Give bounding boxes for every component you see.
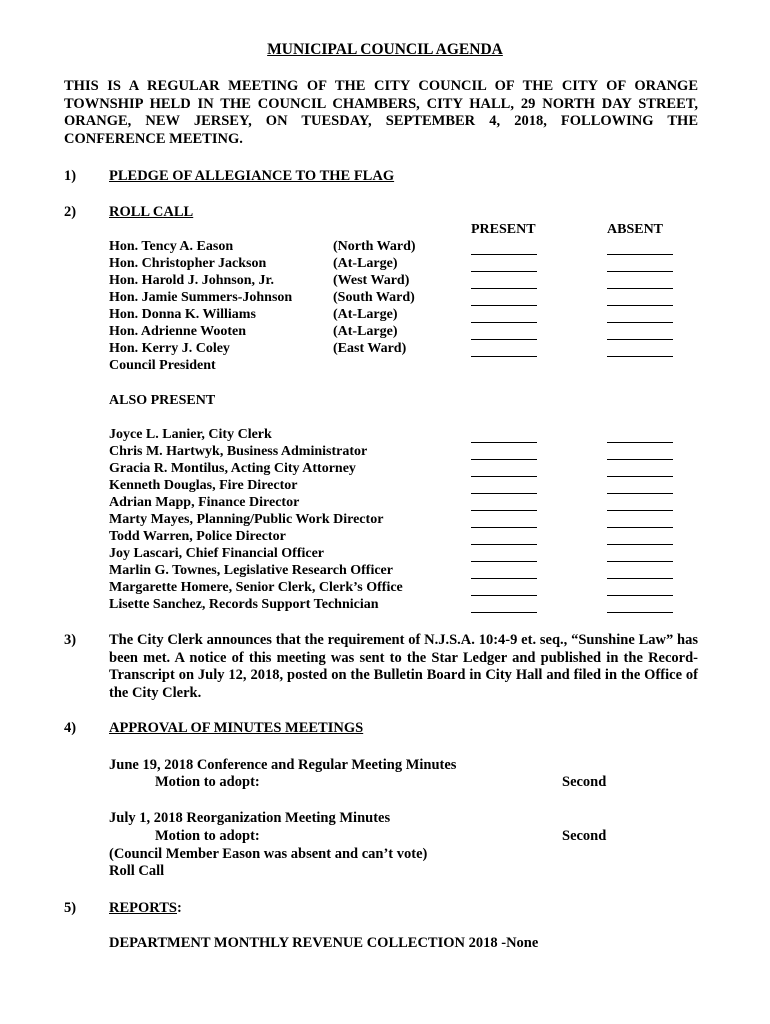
present-blank-line: [471, 544, 537, 545]
member-name: Hon. Jamie Summers-Johnson: [109, 290, 293, 305]
present-column-header: PRESENT: [471, 222, 536, 237]
absent-blank-line: [607, 288, 673, 289]
staff-name: Lisette Sanchez, Records Support Technician: [109, 597, 379, 612]
member-ward: (East Ward): [333, 341, 407, 356]
section-3-number: 3): [64, 632, 77, 648]
section-5-number: 5): [64, 900, 77, 916]
absent-blank-line: [607, 612, 673, 613]
section-5-heading-line: [109, 900, 182, 917]
absent-blank-line: [607, 322, 673, 323]
staff-name: Kenneth Douglas, Fire Director: [109, 478, 298, 493]
staff-name: Gracia R. Montilus, Acting City Attorney: [109, 461, 356, 476]
member-name: Hon. Donna K. Williams: [109, 307, 256, 322]
absent-blank-line: [607, 578, 673, 579]
section-1-heading: PLEDGE OF ALLEGIANCE TO THE FLAG: [109, 168, 395, 184]
absent-blank-line: [607, 271, 673, 272]
present-blank-line: [471, 305, 537, 306]
minutes-item-2-title: July 1, 2018 Reorganization Meeting Minutes: [109, 810, 391, 826]
absent-blank-line: [607, 527, 673, 528]
intro-paragraph: THIS IS A REGULAR MEETING OF THE CITY COUNCIL OF THE CITY OF ORANGE TOWNSHIP HELD IN THE COUNCIL CHAMBERS, CITY HALL, 29 NORTH DAY STREET, ORANGE, NEW JERSEY, ON TUESDAY, SEPTEMBER 4, 2018, FOLLOWING THE CONFERENCE MEETING.: [64, 78, 698, 147]
member-ward: (At-Large): [333, 256, 398, 271]
member-ward: (South Ward): [333, 290, 415, 305]
present-blank-line: [471, 442, 537, 443]
present-blank-line: [471, 595, 537, 596]
minutes-item-2-motion: Motion to adopt:: [155, 828, 260, 844]
present-blank-line: [471, 578, 537, 579]
member-name: Hon. Tency A. Eason: [109, 239, 234, 254]
present-blank-line: [471, 339, 537, 340]
member-ward: (North Ward): [333, 239, 416, 254]
absent-blank-line: [607, 442, 673, 443]
present-blank-line: [471, 271, 537, 272]
staff-name: Margarette Homere, Senior Clerk, Clerk’s Office: [109, 580, 403, 595]
member-ward: (At-Large): [333, 324, 398, 339]
minutes-item-2-second: Second: [562, 828, 607, 844]
present-blank-line: [471, 493, 537, 494]
absent-blank-line: [607, 561, 673, 562]
present-blank-line: [471, 561, 537, 562]
absent-blank-line: [607, 544, 673, 545]
agenda-title: MUNICIPAL COUNCIL AGENDA: [267, 41, 503, 58]
absent-blank-line: [607, 254, 673, 255]
member-name: Hon. Harold J. Johnson, Jr.: [109, 273, 274, 288]
present-blank-line: [471, 527, 537, 528]
present-blank-line: [471, 612, 537, 613]
present-blank-line: [471, 476, 537, 477]
section-5-heading: REPORTS: [109, 900, 177, 916]
section-4-heading: APPROVAL OF MINUTES MEETINGS: [109, 720, 364, 736]
member-ward: (At-Large): [333, 307, 398, 322]
absent-blank-line: [607, 595, 673, 596]
minutes-item-1-title: June 19, 2018 Conference and Regular Meeting Minutes: [109, 757, 457, 773]
absent-blank-line: [607, 459, 673, 460]
absent-blank-line: [607, 510, 673, 511]
staff-name: Chris M. Hartwyk, Business Administrator: [109, 444, 368, 459]
absent-column-header: ABSENT: [607, 222, 664, 237]
absent-blank-line: [607, 305, 673, 306]
member-name: Hon. Adrienne Wooten: [109, 324, 247, 339]
minutes-item-1-motion: Motion to adopt:: [155, 774, 260, 790]
minutes-item-1-second: Second: [562, 774, 607, 790]
section-5-heading-colon: :: [176, 900, 182, 916]
staff-name: Todd Warren, Police Director: [109, 529, 286, 544]
minutes-item-2-note: (Council Member Eason was absent and can’t vote): [109, 846, 428, 862]
section-1-number: 1): [64, 168, 77, 184]
present-blank-line: [471, 254, 537, 255]
section-4-number: 4): [64, 720, 77, 736]
absent-blank-line: [607, 476, 673, 477]
sunshine-law-paragraph: The City Clerk announces that the requirement of N.J.S.A. 10:4-9 et. seq., “Sunshine Law” has been met. A notice of this meeting was sent to the Star Ledger and published in the Record-Transcript on July 12, 2018, posted on the Bulletin Board in City Hall and filed in the Office of the City Clerk.: [109, 632, 698, 701]
also-present-heading: ALSO PRESENT: [109, 393, 216, 408]
department-revenue-line: DEPARTMENT MONTHLY REVENUE COLLECTION 2018 -None: [109, 935, 539, 951]
absent-blank-line: [607, 356, 673, 357]
member-name: Hon. Kerry J. Coley: [109, 341, 230, 356]
member-ward: (West Ward): [333, 273, 410, 288]
staff-name: Joyce L. Lanier, City Clerk: [109, 427, 272, 442]
present-blank-line: [471, 288, 537, 289]
present-blank-line: [471, 510, 537, 511]
staff-name: Adrian Mapp, Finance Director: [109, 495, 300, 510]
staff-name: Marlin G. Townes, Legislative Research Officer: [109, 563, 393, 578]
staff-name: Marty Mayes, Planning/Public Work Director: [109, 512, 384, 527]
minutes-item-2-roll-call: Roll Call: [109, 863, 165, 879]
present-blank-line: [471, 356, 537, 357]
absent-blank-line: [607, 493, 673, 494]
absent-blank-line: [607, 339, 673, 340]
present-blank-line: [471, 459, 537, 460]
member-name: Hon. Christopher Jackson: [109, 256, 267, 271]
staff-name: Joy Lascari, Chief Financial Officer: [109, 546, 325, 561]
present-blank-line: [471, 322, 537, 323]
section-2-number: 2): [64, 204, 77, 220]
council-president-label: Council President: [109, 358, 216, 373]
section-2-heading: ROLL CALL: [109, 204, 194, 220]
